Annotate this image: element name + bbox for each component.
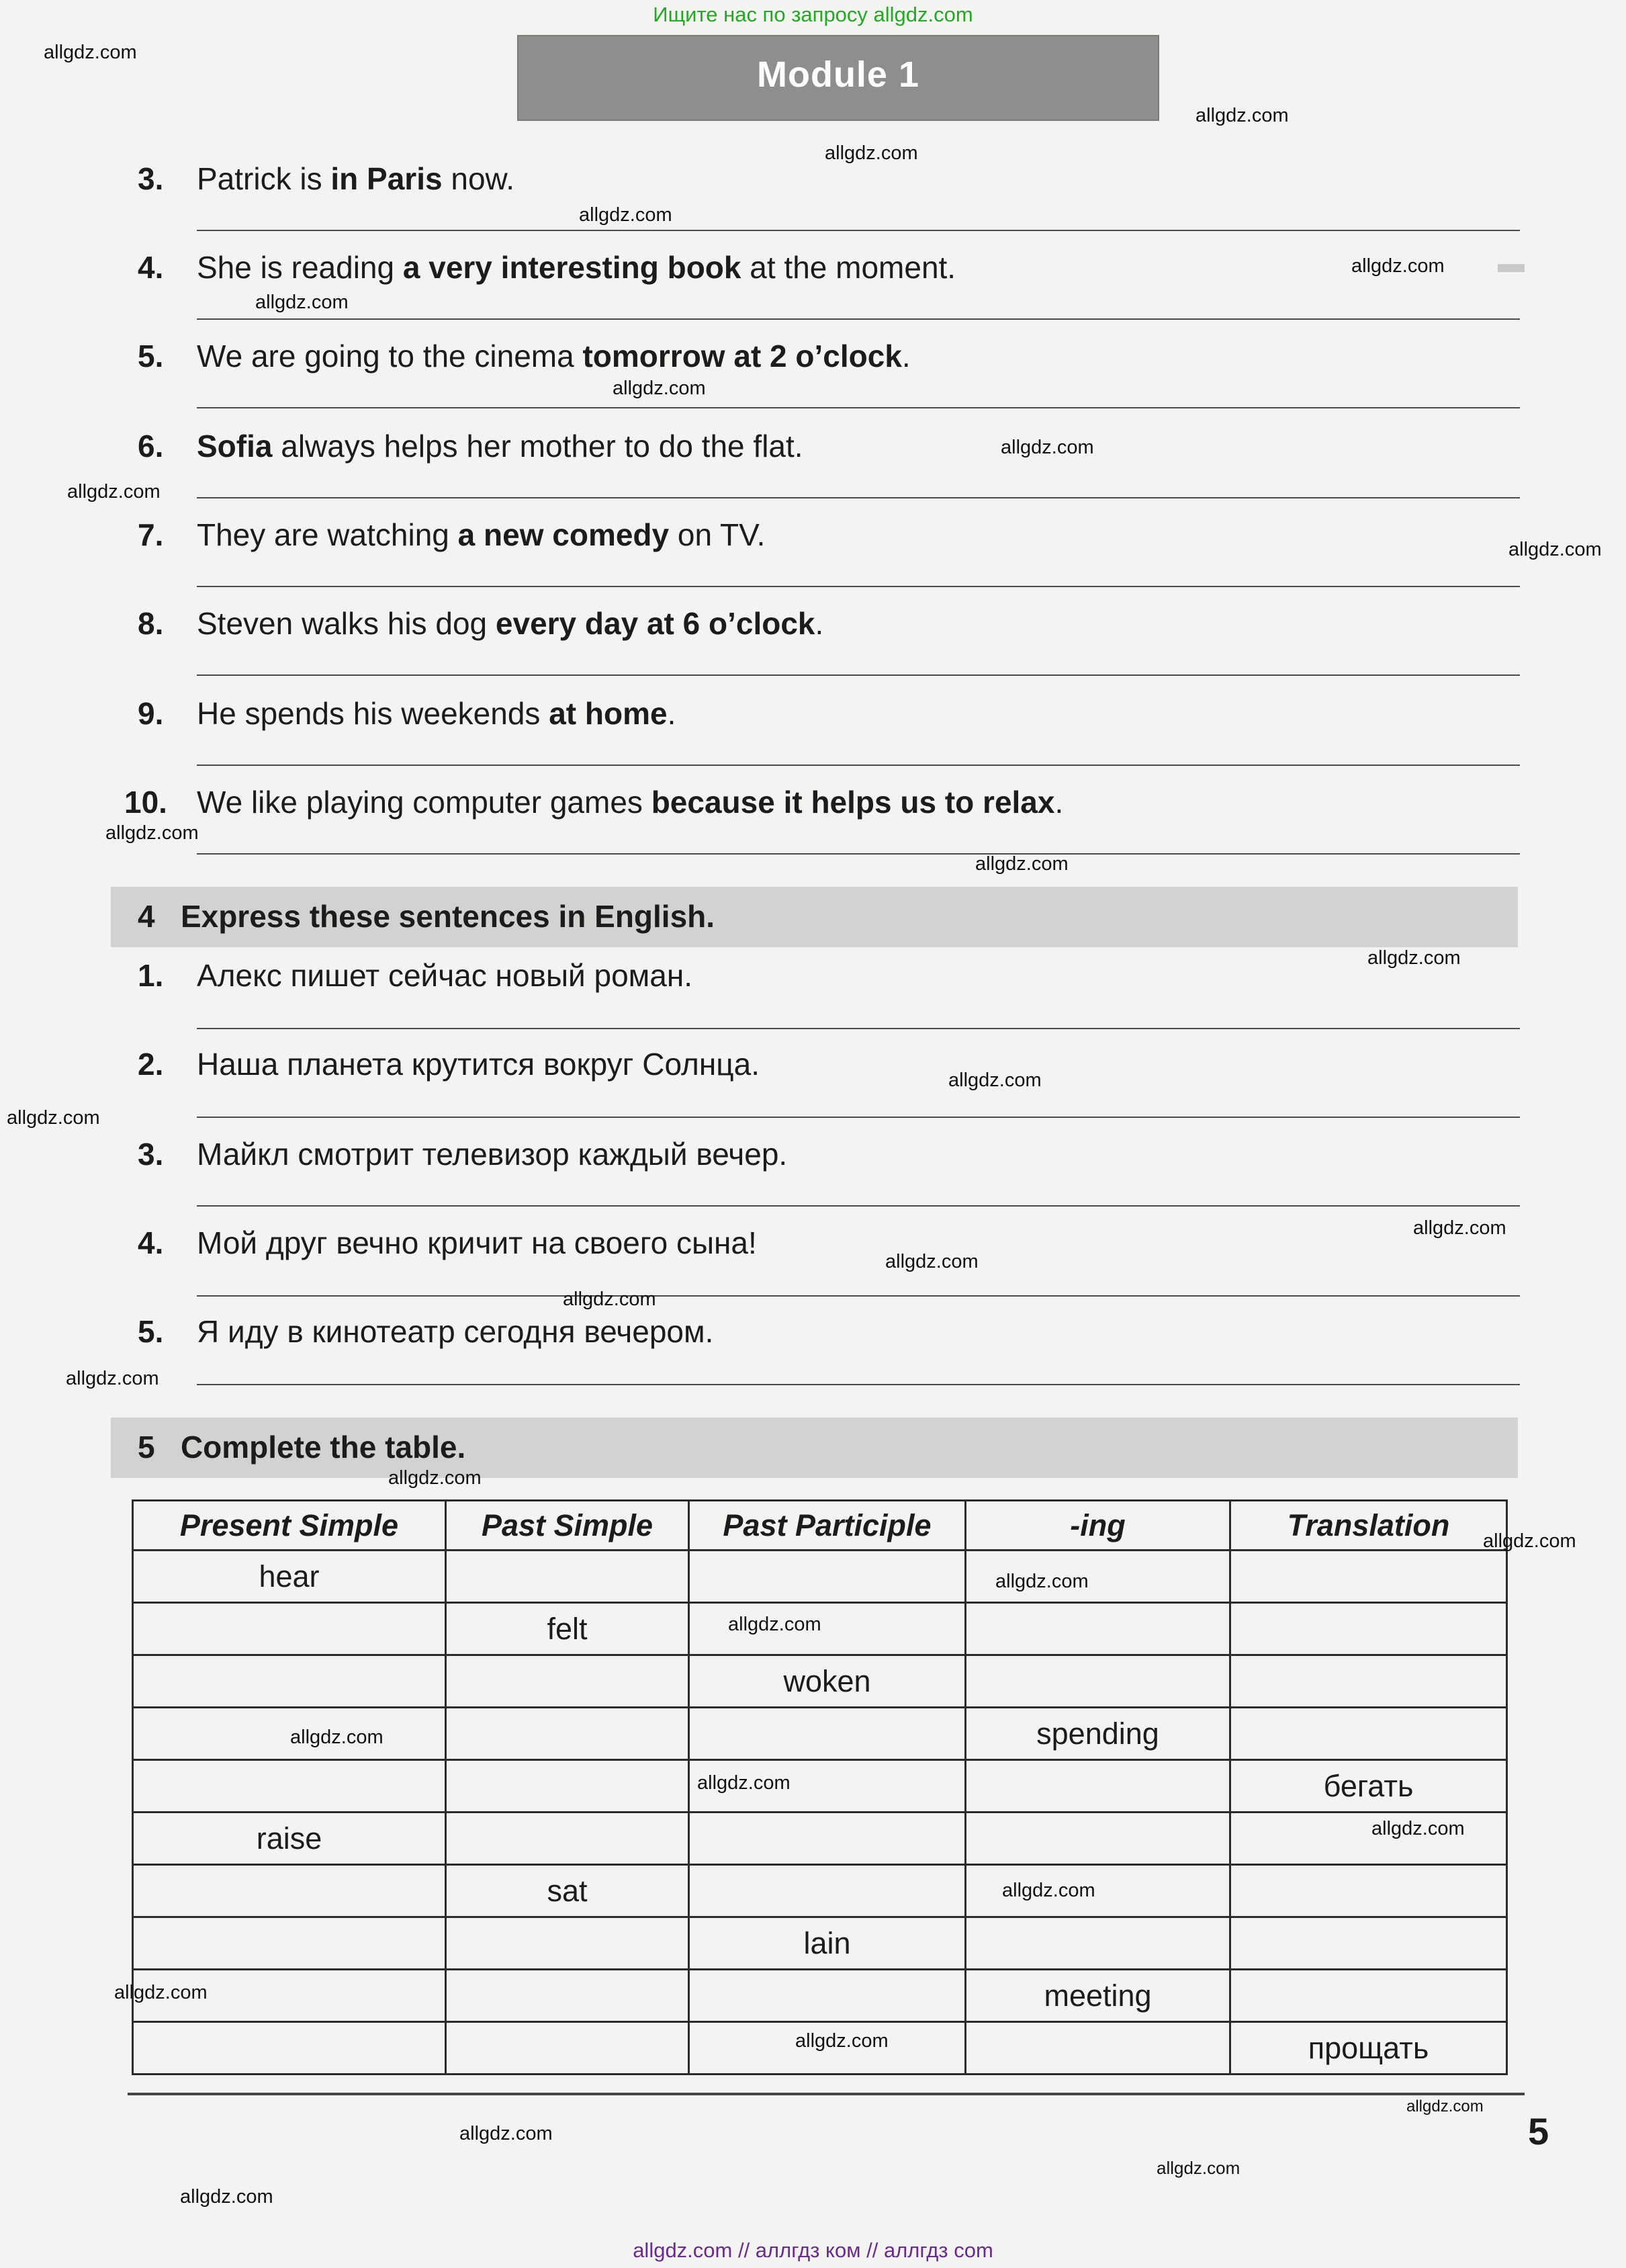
footer-rule — [128, 2093, 1525, 2095]
table-row — [133, 1813, 1507, 1865]
cell-translation[interactable] — [1230, 1603, 1507, 1655]
cell-translation[interactable] — [1230, 1551, 1507, 1603]
watermark: allgdz.com — [459, 2123, 553, 2144]
watermark: allgdz.com — [1406, 2097, 1484, 2116]
answer-line[interactable] — [197, 1117, 1520, 1118]
cell-past-simple[interactable] — [446, 1917, 689, 1970]
russian-sentence: Наша планета крутится вокруг Солнца. — [197, 1047, 760, 1082]
cell-translation[interactable] — [1230, 1970, 1507, 2022]
module-title: Module 1 — [756, 54, 919, 95]
sentence-text: We are going to the cinema tomorrow at 2 o’clock. — [197, 339, 911, 374]
sentence-number: 8. — [138, 606, 164, 641]
russian-sentence: Я иду в кинотеатр сегодня вечером. — [197, 1314, 714, 1349]
top-notice: Ищите нас по запросу allgdz.com — [653, 3, 973, 26]
cell-past-participle[interactable] — [689, 1970, 966, 2022]
cell-present-simple[interactable] — [133, 1655, 446, 1708]
cell-present-simple[interactable] — [133, 1708, 446, 1760]
cell-ing[interactable] — [966, 1760, 1230, 1813]
watermark: allgdz.com — [995, 1571, 1089, 1592]
item-number: 1. — [138, 958, 164, 993]
header-translation: Translation — [1230, 1501, 1507, 1551]
watermark: allgdz.com — [114, 1982, 208, 2003]
verb-forms-table — [132, 1499, 1508, 2075]
sentence-number: 4. — [138, 250, 164, 285]
cell-translation[interactable] — [1230, 1813, 1507, 1865]
answer-line[interactable] — [197, 230, 1520, 231]
cell-translation[interactable] — [1230, 1917, 1507, 1970]
cell-present-simple[interactable] — [133, 1760, 446, 1813]
watermark: allgdz.com — [255, 292, 349, 313]
sentence-number: 6. — [138, 429, 164, 464]
sentence-text: She is reading a very interesting book at the moment. — [197, 250, 956, 285]
sentence-number: 7. — [138, 517, 164, 552]
item-number: 4. — [138, 1225, 164, 1260]
cell-past-participle[interactable] — [689, 1813, 966, 1865]
item-number: 5. — [138, 1314, 164, 1349]
cell-past-participle: woken — [689, 1655, 966, 1708]
watermark: allgdz.com — [697, 1772, 791, 1794]
cell-past-participle: lain — [689, 1917, 966, 1970]
watermark: allgdz.com — [1002, 1880, 1095, 1901]
answer-line[interactable] — [197, 497, 1520, 498]
sentence-number: 5. — [138, 339, 164, 374]
cell-past-simple[interactable] — [446, 1708, 689, 1760]
cell-past-simple[interactable] — [446, 1655, 689, 1708]
watermark: allgdz.com — [885, 1251, 979, 1272]
header-past-participle: Past Participle — [689, 1501, 966, 1551]
watermark: allgdz.com — [66, 1368, 159, 1389]
cell-present-simple: hear — [133, 1551, 446, 1603]
table-row — [133, 1655, 1507, 1708]
table-row — [133, 1551, 1507, 1603]
table-row — [133, 1865, 1507, 1917]
watermark: allgdz.com — [1195, 105, 1289, 126]
russian-sentence: Мой друг вечно кричит на своего сына! — [197, 1225, 757, 1260]
cell-translation: бегать — [1230, 1760, 1507, 1813]
sentence-text: Patrick is in Paris now. — [197, 161, 514, 196]
answer-line[interactable] — [197, 1205, 1520, 1207]
watermark: allgdz.com — [948, 1070, 1042, 1091]
cell-translation[interactable] — [1230, 1655, 1507, 1708]
answer-line[interactable] — [197, 318, 1520, 320]
watermark: allgdz.com — [1157, 2158, 1240, 2178]
item-number: 3. — [138, 1137, 164, 1172]
cell-translation[interactable] — [1230, 1708, 1507, 1760]
watermark: allgdz.com — [795, 2030, 889, 2052]
cell-translation: прощать — [1230, 2022, 1507, 2075]
watermark: allgdz.com — [180, 2186, 273, 2208]
russian-sentence: Майкл смотрит телевизор каждый вечер. — [197, 1137, 788, 1172]
cell-past-participle[interactable] — [689, 1708, 966, 1760]
answer-line[interactable] — [197, 674, 1520, 676]
cell-ing[interactable] — [966, 1603, 1230, 1655]
cell-ing: spending — [966, 1708, 1230, 1760]
answer-line[interactable] — [197, 586, 1520, 587]
cell-ing[interactable] — [966, 1917, 1230, 1970]
sentence-text: We like playing computer games because it helps us to relax. — [197, 785, 1064, 820]
cell-ing: meeting — [966, 1970, 1230, 2022]
section-5-title: 5 Complete the table. — [138, 1430, 466, 1465]
watermark: allgdz.com — [1371, 1818, 1465, 1839]
watermark: allgdz.com — [825, 142, 918, 164]
cell-past-simple: felt — [446, 1603, 689, 1655]
sentence-text: Steven walks his dog every day at 6 o’clock. — [197, 606, 824, 641]
header-past-simple: Past Simple — [446, 1501, 689, 1551]
watermark: allgdz.com — [1483, 1530, 1576, 1552]
cell-past-simple[interactable] — [446, 1813, 689, 1865]
cell-present-simple[interactable] — [133, 1917, 446, 1970]
watermark: allgdz.com — [1001, 437, 1094, 458]
answer-line[interactable] — [197, 853, 1520, 855]
sentence-text: They are watching a new comedy on TV. — [197, 517, 766, 552]
watermark: allgdz.com — [290, 1727, 383, 1748]
cell-present-simple: raise — [133, 1813, 446, 1865]
table-row — [133, 1970, 1507, 2022]
cell-present-simple[interactable] — [133, 2022, 446, 2075]
watermark: allgdz.com — [579, 204, 672, 226]
answer-line[interactable] — [197, 765, 1520, 766]
cell-past-simple[interactable] — [446, 1551, 689, 1603]
header-present-simple: Present Simple — [133, 1501, 446, 1551]
section-4-title: 4 Express these sentences in English. — [138, 899, 715, 934]
module-header — [517, 35, 1159, 121]
cell-past-simple: sat — [446, 1865, 689, 1917]
sentence-number: 3. — [138, 161, 164, 196]
watermark: allgdz.com — [1351, 255, 1445, 277]
table-row — [133, 1917, 1507, 1970]
cell-ing[interactable] — [966, 1813, 1230, 1865]
watermark: allgdz.com — [975, 853, 1069, 875]
answer-line[interactable] — [197, 1028, 1520, 1029]
cell-present-simple[interactable] — [133, 1865, 446, 1917]
cell-past-participle[interactable] — [689, 1551, 966, 1603]
cell-past-simple[interactable] — [446, 2022, 689, 2075]
sentence-text: He spends his weekends at home. — [197, 696, 676, 731]
russian-sentence: Алекс пишет сейчас новый роман. — [197, 958, 693, 993]
watermark: allgdz.com — [1367, 947, 1461, 969]
sentence-text: Sofia always helps her mother to do the flat. — [197, 429, 803, 464]
watermark: allgdz.com — [105, 822, 199, 844]
watermark: allgdz.com — [7, 1107, 100, 1129]
page-number: 5 — [1528, 2110, 1549, 2152]
cell-present-simple[interactable] — [133, 1603, 446, 1655]
watermark: allgdz.com — [1508, 539, 1602, 560]
cell-past-participle[interactable] — [689, 1865, 966, 1917]
table-row — [133, 1760, 1507, 1813]
watermark: allgdz.com — [67, 481, 161, 503]
cell-past-simple[interactable] — [446, 1760, 689, 1813]
watermark: allgdz.com — [388, 1467, 482, 1489]
sentence-number: 10. — [124, 785, 167, 820]
answer-line[interactable] — [197, 1384, 1520, 1385]
cell-past-simple[interactable] — [446, 1970, 689, 2022]
watermark: allgdz.com — [563, 1289, 656, 1310]
header-ing: -ing — [966, 1501, 1230, 1551]
cell-ing[interactable] — [966, 2022, 1230, 2075]
watermark: allgdz.com — [613, 378, 706, 399]
bottom-notice: allgdz.com // аллгдз ком // аллгдз com — [633, 2238, 993, 2262]
cell-ing[interactable] — [966, 1655, 1230, 1708]
watermark: allgdz.com — [728, 1614, 821, 1635]
cell-translation[interactable] — [1230, 1865, 1507, 1917]
watermark: allgdz.com — [1413, 1217, 1506, 1239]
watermark: allgdz.com — [44, 42, 137, 63]
answer-line[interactable] — [197, 407, 1520, 408]
item-number: 2. — [138, 1047, 164, 1082]
answer-line[interactable] — [197, 1295, 1520, 1297]
sentence-number: 9. — [138, 696, 164, 731]
table-header-row — [133, 1501, 1507, 1551]
